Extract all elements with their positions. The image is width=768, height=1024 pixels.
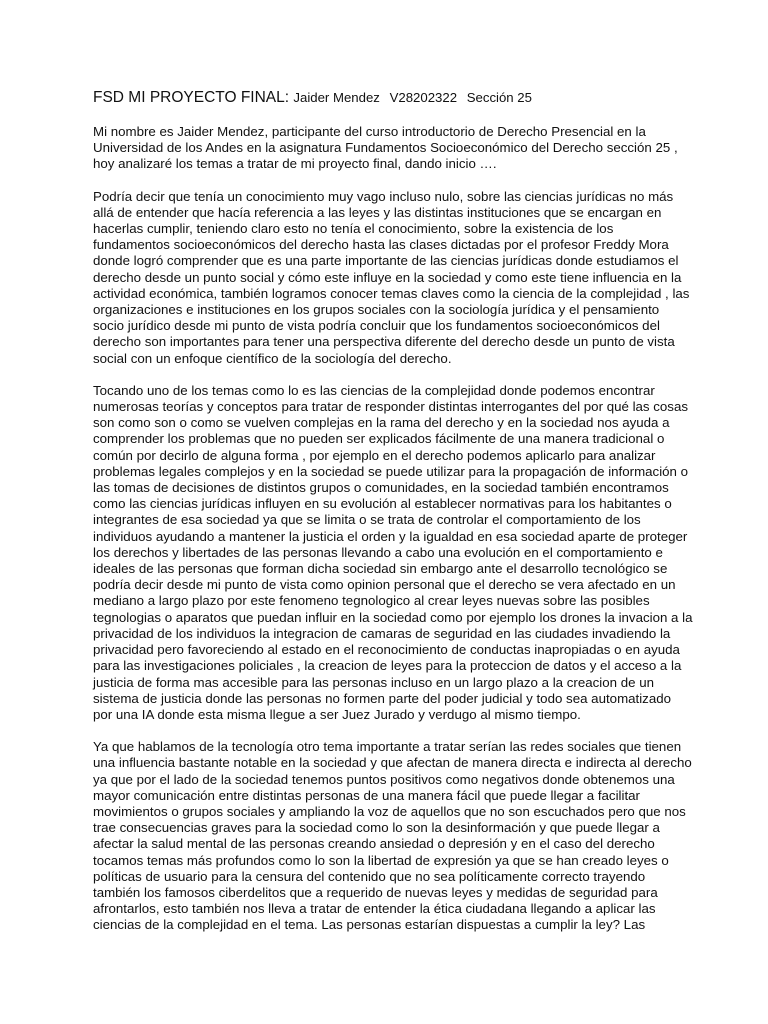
text-line: individuos ayudando a mantener la justicia el orden y la igualdad en esa sociedad aparte de proteger xyxy=(93,528,688,544)
text-line: mayor comunicación entre distintas personas de una manera fácil que puede llegar a facilitar xyxy=(93,787,640,803)
text-line: numerosas teorías y conceptos para tratar de responder distintas interrogantes del por qué las cosas xyxy=(93,399,688,415)
text-line: por una IA donde esta misma llegue a ser Juez Jurado y verdugo al mismo tiempo. xyxy=(93,706,581,722)
text-line: Ya que hablamos de la tecnología otro tema importante a tratar serían las redes sociales que tienen xyxy=(93,739,682,755)
text-line: tocamos temas más profundos como lo son la libertad de expresión ya que se han creado leyes o xyxy=(93,852,669,868)
text-line: Tocando uno de los temas como lo es las ciencias de la complejidad donde podemos encontrar xyxy=(93,382,655,398)
text-line: actividad económica, también logramos conocer temas claves como la ciencia de la complejidad , las xyxy=(93,285,690,301)
document-title xyxy=(93,88,683,108)
text-line: afectar la salud mental de las personas creando ansiedad o depresión y en el caso del derecho xyxy=(93,836,655,852)
text-line: mediano a largo plazo por este fenomeno tegnologico al crear leyes nuevas sobre las posibles xyxy=(93,593,650,609)
text-line: podría decir desde mi punto de vista como opinion personal que el derecho se vera afectado en un xyxy=(93,577,676,593)
text-line: justicia de forma mas accesible para las personas incluso en un largo plazo a la creacion de un xyxy=(93,674,655,690)
author-name: Jaider Mendez xyxy=(293,90,380,105)
text-line: los derechos y libertades de las personas llevando a cabo una evolución en el comportamiento e xyxy=(93,544,663,560)
section-label: Sección 25 xyxy=(466,90,532,105)
text-line: ciencias de la complejidad en el tema. Las personas estarían dispuestas a cumplir la ley? Las xyxy=(93,917,646,933)
text-line: fundamentos socioeconómicos del derecho hasta las clases dictadas por el profesor Freddy Mora xyxy=(93,237,669,253)
text-line: donde logró comprender que es una parte importante de las ciencias jurídicas donde estudiamos el xyxy=(93,253,679,269)
text-line: tegnologias o aparatos que puedan influir en la sociedad como por ejemplo los drones la invacion a la xyxy=(93,609,693,625)
text-line: Mi nombre es Jaider Mendez, participante del curso introductorio de Derecho Presencial en la xyxy=(93,124,646,139)
student-id: V28202322 xyxy=(389,90,458,105)
text-line: Universidad de los Andes en la asignatura Fundamentos Socioeconómico del Derecho sección 25 , xyxy=(93,140,678,156)
text-line: problemas legales complejos y en la sociedad se puede utilizar para la propagación de información o xyxy=(93,463,689,479)
text-line: movimientos o grupos sociales y ampliando la voz de aquellos que no son escuchados pero que nos xyxy=(93,803,686,819)
text-line: social con un enfoque científico de la sociología del derecho. xyxy=(93,350,452,366)
paragraph-4 xyxy=(93,739,692,933)
text-line: organizaciones e instituciones en los grupos sociales con la sociología jurídica y el pensamiento xyxy=(93,302,660,318)
title-meta xyxy=(293,90,538,105)
text-line: para las investigaciones policiales , la creacion de leyes para la proteccion de datos y el acceso a la xyxy=(93,658,682,674)
document-page xyxy=(93,88,693,950)
text-line: socio jurídico desde mi punto de vista podría concluir que los fundamentos socioeconómicos del xyxy=(93,318,660,334)
text-line: hacerlas cumplir, teniendo claro esto no tenía el conocimiento, sobre la existencia de los xyxy=(93,221,614,237)
title-main: FSD MI PROYECTO FINAL: xyxy=(93,89,290,106)
text-line: común por decirlo de alguna forma , por ejemplo en el derecho podemos aplicarlo para analizar xyxy=(93,447,656,463)
text-line: sistema de justicia donde las personas no formen parte del poder judicial y todo sea automatizado xyxy=(93,690,672,706)
text-line: también los famosos ciberdelitos que a requerido de nuevas leyes y medidas de seguridad para xyxy=(93,884,658,900)
text-line: ya que por el lado de la sociedad tenemos puntos positivos como negativos donde obtenemos una xyxy=(93,771,675,787)
text-line: comprender los problemas que no pueden ser explicados fácilmente de una manera tradicional o xyxy=(93,431,665,447)
text-line: afrontarlos, esto también nos lleva a tratar de entender la ética ciudadana llegando a aplicar las xyxy=(93,901,656,917)
text-line: una influencia bastante notable en la sociedad y que afectan de manera directa e indirecta al derecho xyxy=(93,755,692,771)
document-body xyxy=(93,124,693,934)
text-line: privacidad de los individuos la integracion de camaras de seguridad en las ciudades invadiendo la xyxy=(93,625,671,641)
text-line: ideales de las personas que forman dicha sociedad sin embargo ante el desarrollo tecnológico se xyxy=(93,561,668,577)
text-line: políticas de usuario para la censura del contenido que no sea políticamente correcto trayendo xyxy=(93,868,646,884)
paragraph-1 xyxy=(93,124,683,173)
text-line: integrantes de esa sociedad ya que se limita o se trata de controlar el comportamiento de los xyxy=(93,512,641,528)
text-line: son como son o como se vuelven complejas en la rama del derecho y en la sociedad nos ayuda a xyxy=(93,415,670,431)
text-line: Podría decir que tenía un conocimiento muy vago incluso nulo, sobre las ciencias jurídicas no más xyxy=(93,188,674,204)
paragraph-3 xyxy=(93,382,693,723)
text-line: privacidad pero favoreciendo al estado en el reconocimiento de conductas inapropiadas o en ayuda xyxy=(93,642,680,658)
text-line: trae consecuencias graves para la sociedad como lo son la desinformación y que puede llegar a xyxy=(93,820,660,836)
text-line: hoy analizaré los temas a tratar de mi proyecto final, dando inicio …. xyxy=(93,156,497,172)
text-line: allá de entender que hacía referencia a las leyes y las distintas instituciones que se encargan en xyxy=(93,204,662,220)
text-line: derecho desde un punto social y cómo este influye en la sociedad y como este tiene influencia en la xyxy=(93,269,682,285)
text-line: las tomas de decisiones de distintos grupos o comunidades, en la sociedad también encontramos xyxy=(93,480,669,496)
text-line: derecho son importantes para tener una perspectiva diferente del derecho desde un punto de vista xyxy=(93,334,675,350)
paragraph-2 xyxy=(93,188,690,367)
text-line: como las ciencias jurídicas influyen en su evolución al establecer normativas para los habitantes o xyxy=(93,496,672,512)
